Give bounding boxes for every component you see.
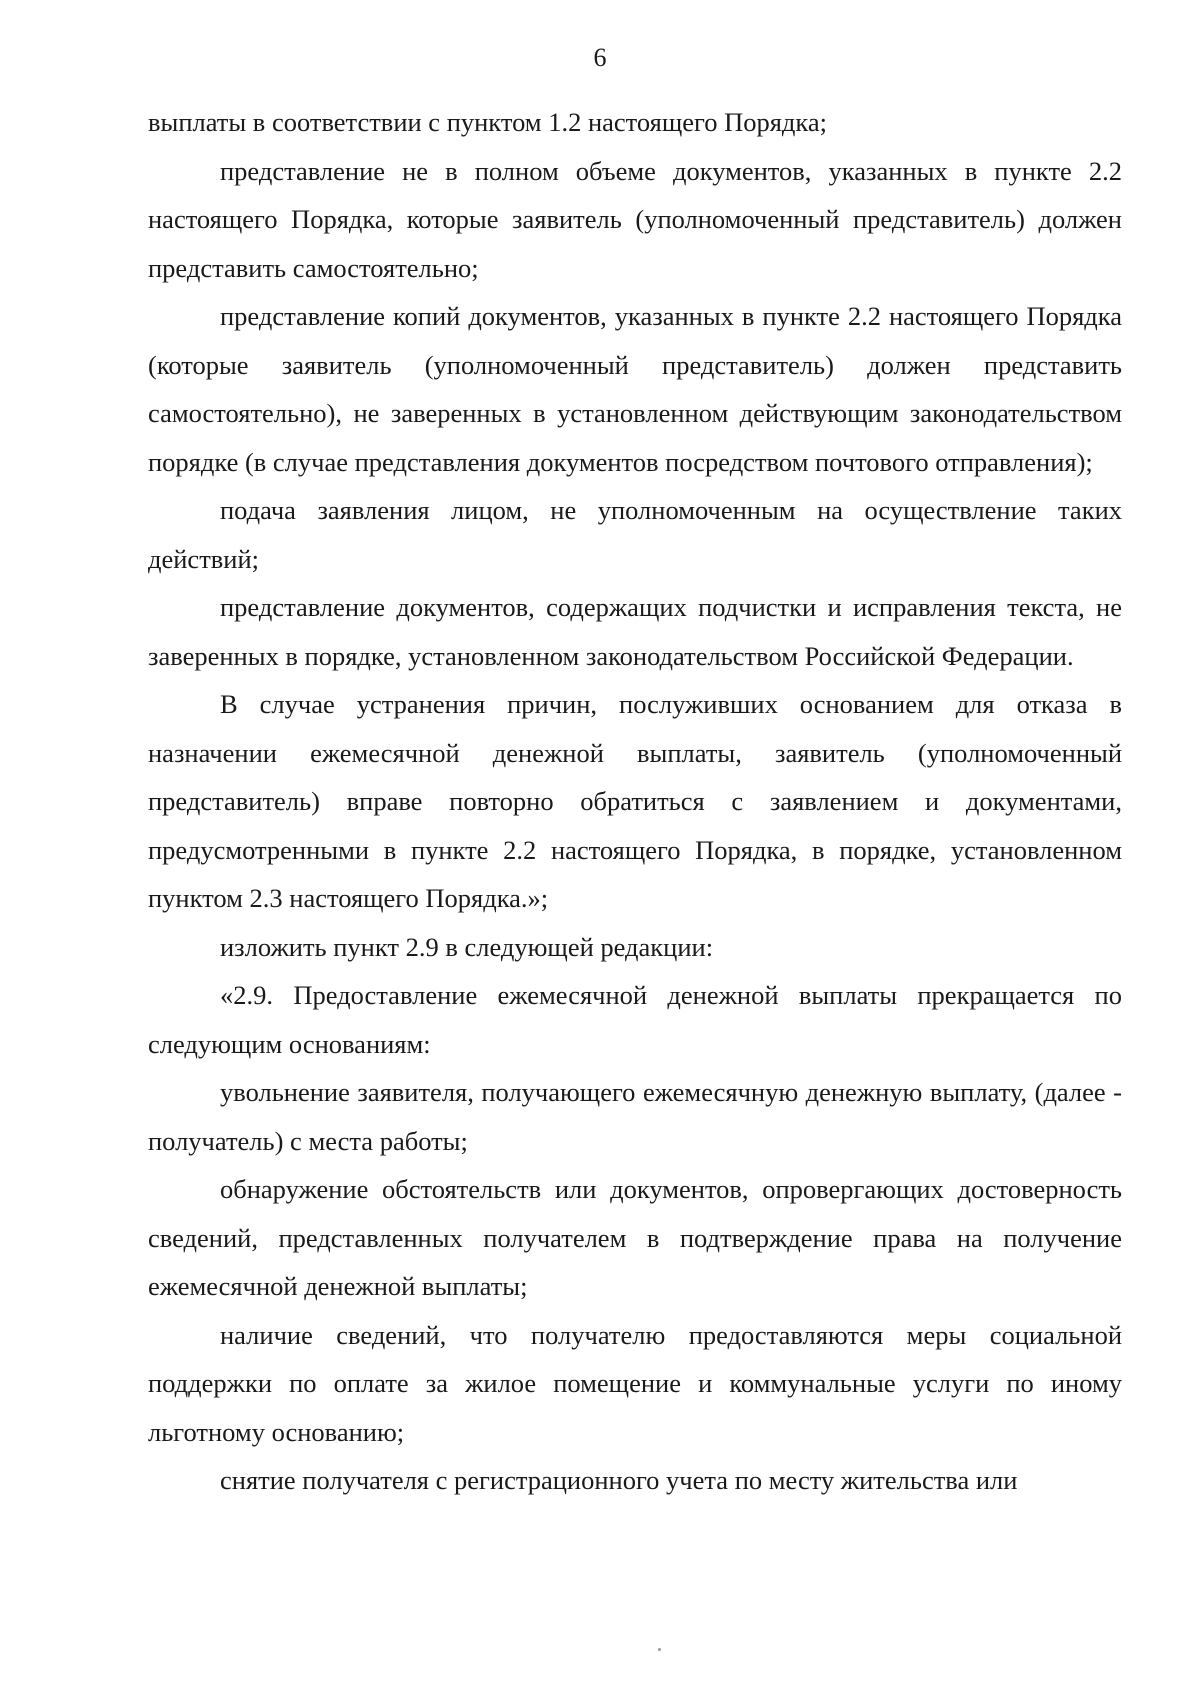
paragraph: представление не в полном объеме документов, указанных в пункте 2.2 настоящего Порядка, которые заявитель (уполномоченный представитель) должен представить самостоятельно;	[148, 155, 1122, 283]
paragraph: подача заявления лицом, не уполномоченным на осуществление таких действий;	[148, 495, 1122, 574]
paragraph: «2.9. Предоставление ежемесячной денежной выплаты прекращается по следующим основаниям:	[148, 980, 1122, 1059]
paragraph: В случае устранения причин, послуживших основанием для отказа в назначении ежемесячной денежной выплаты, заявитель (уполномоченный представитель) вправе повторно обратиться с заявлением и документами, предусмотренными в пункте 2.2 настоящего Порядка, в порядке, установленном пунктом 2.3 настоящего Порядка.»;	[148, 689, 1122, 913]
scan-speck	[658, 1648, 661, 1651]
paragraph: увольнение заявителя, получающего ежемесячную денежную выплату, (далее - получатель) с места работы;	[148, 1077, 1122, 1156]
paragraph: обнаружение обстоятельств или документов, опровергающих достоверность сведений, представленных получателем в подтверждение права на получение ежемесячной денежной выплаты;	[148, 1174, 1122, 1301]
paragraph: изложить пункт 2.9 в следующей редакции:	[220, 931, 714, 962]
paragraph: представление копий документов, указанных в пункте 2.2 настоящего Порядка (которые заявитель (уполномоченный представитель) должен представить самостоятельно), не заверенных в установленном действующим законодательством порядке (в случае представления документов посредством почтового отправления);	[148, 301, 1122, 477]
document-body	[148, 98, 1122, 1505]
paragraph: наличие сведений, что получателю предоставляются меры социальной поддержки по оплате за жилое помещение и коммунальные услуги по иному льготному основанию;	[148, 1319, 1122, 1447]
paragraph: снятие получателя с регистрационного учета по месту жительства или	[220, 1465, 1018, 1495]
page-number: 6	[593, 43, 607, 72]
paragraph: представление документов, содержащих подчистки и исправления текста, не заверенных в порядке, установленном законодательством Российской Федерации.	[148, 592, 1122, 671]
paragraph: выплаты в соответствии с пунктом 1.2 настоящего Порядка;	[148, 107, 827, 137]
